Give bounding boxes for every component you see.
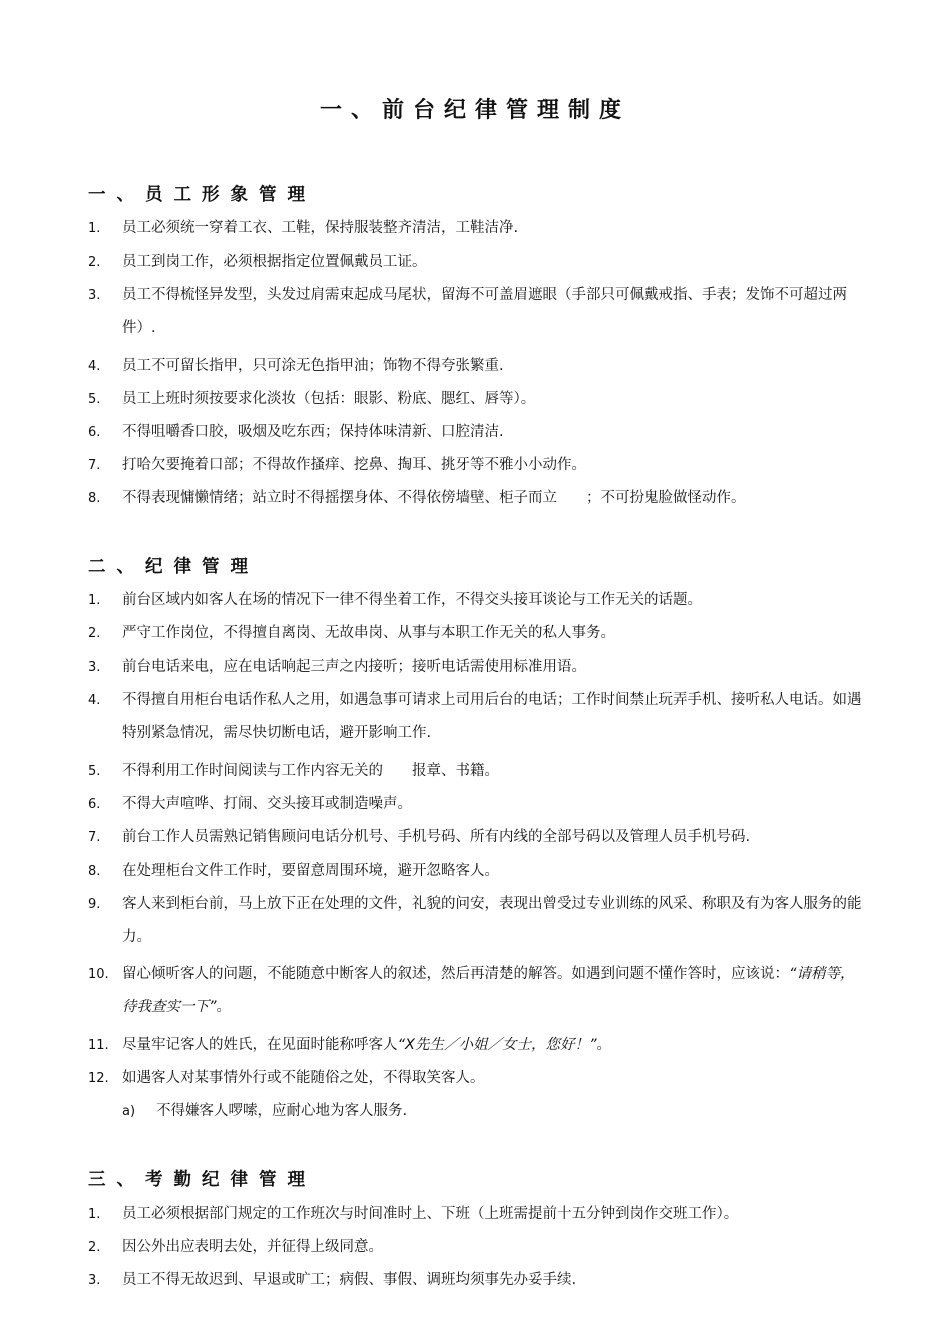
item-text: 不得表现慵懒情绪；站立时不得摇摆身体、不得依傍墙壁、柜子而立 ；不可扮鬼脸做怪动作。 (122, 490, 746, 506)
item-text: 因公外出应表明去处，并征得上级同意。 (122, 1239, 383, 1255)
list-item (88, 888, 878, 954)
list-item (88, 212, 878, 245)
item-number: 1. (88, 593, 101, 608)
item-number: 3. (88, 288, 101, 303)
item-text: 员工上班时须按要求化淡妆（包括：眼影、粉底、腮红、唇等）。 (122, 391, 536, 407)
item-text: 不得擅自用柜台电话作私人之用，如遇急事可请求上司用后台的电话；工作时间禁止玩弄手机、接听私人电话。如遇特别紧急情况，需尽快切断电话，避开影响工作. (122, 692, 862, 741)
item-number: 11. (88, 1038, 109, 1053)
sub-list-item (122, 1095, 862, 1128)
item-text: 打哈欠要掩着口部；不得故作搔痒、挖鼻、掏耳、挑牙等不雅小小动作。 (122, 457, 586, 473)
list-item (88, 755, 878, 788)
list-item (88, 788, 878, 821)
item-text: 前台工作人员需熟记销售顾问电话分机号、手机号码、所有内线的全部号码以及管理人员手机号码. (122, 829, 751, 845)
item-number: 5. (88, 392, 101, 407)
item-number: 1. (88, 1207, 101, 1222)
item-number: 9. (88, 897, 101, 912)
item-number: 8. (88, 864, 101, 879)
item-number: 8. (88, 491, 101, 506)
item-text: 客人来到柜台前，马上放下正在处理的文件，礼貌的问安，表现出曾受过专业训练的风采、称职及有为客人服务的能力。 (122, 896, 862, 945)
item-number: 4. (88, 359, 101, 374)
item-number: 3. (88, 660, 101, 675)
item-text: 员工不可留长指甲，只可涂无色指甲油；饰物不得夸张繁重. (122, 358, 504, 374)
item-text: 员工不得无故迟到、早退或旷工；病假、事假、调班均须事先办妥手续. (122, 1272, 577, 1288)
section-heading-image: 一、员工形象管理 (88, 185, 316, 205)
quoted-phrase: “X先生／小姐／女士，您好！” (397, 1037, 597, 1053)
item-number: 12. (88, 1071, 109, 1086)
item-text: 员工到岗工作，必须根据指定位置佩戴员工证。 (122, 254, 427, 270)
list-item (88, 1062, 878, 1095)
item-number: 2. (88, 626, 101, 641)
item-text: 前台区域内如客人在场的情况下一律不得坐着工作，不得交头接耳谈论与工作无关的话题。 (122, 592, 702, 608)
document-title: 一、前台纪律管理制度 (319, 98, 630, 123)
item-number: 7. (88, 458, 101, 473)
list-item (88, 684, 878, 750)
item-text: 不得大声喧哗、打闹、交头接耳或制造噪声。 (122, 796, 412, 812)
item-text: 员工必须根据部门规定的工作班次与时间准时上、下班（上班需提前十五分钟到岗作交班工作）。 (122, 1206, 739, 1222)
item-number: 3. (88, 1273, 101, 1288)
item-number: 7. (88, 830, 101, 845)
item-number: 1. (88, 221, 101, 236)
list-item (88, 449, 878, 482)
item-number: 6. (88, 797, 101, 812)
section-heading-discipline: 二、纪律管理 (88, 557, 259, 577)
sub-item-text: 不得嫌客人啰嗦，应耐心地为客人服务. (156, 1103, 408, 1119)
item-text (122, 1029, 868, 1062)
quoted-phrase: “请稍等，待我查实一下” (122, 966, 855, 1015)
item-text (122, 958, 868, 1024)
item-text: 不得利用工作时间阅读与工作内容无关的 报章、书籍。 (122, 763, 499, 779)
list-item (88, 958, 878, 1024)
list-item (88, 1264, 878, 1297)
list-item (88, 482, 878, 515)
section-heading-attendance: 三、考勤纪律管理 (88, 1170, 316, 1190)
list-item (88, 584, 878, 617)
list-item (88, 350, 878, 383)
list-item (88, 1231, 878, 1264)
item-number: 2. (88, 1240, 101, 1255)
list-item (88, 855, 878, 888)
item-number: 5. (88, 764, 101, 779)
item-text-tail: 。 (596, 1037, 611, 1053)
item-text-main: 尽量牢记客人的姓氏，在见面时能称呼客人 (122, 1037, 398, 1053)
item-text-tail: 。 (216, 999, 232, 1015)
item-number: 2. (88, 255, 101, 270)
item-text-main: 留心倾听客人的问题，不能随意中断客人的叙述，然后再清楚的解答。如遇到问题不懂作答时，应该说： (122, 966, 789, 982)
list-item (88, 617, 878, 650)
item-text: 严守工作岗位，不得擅自离岗、无故串岗、从事与本职工作无关的私人事务。 (122, 625, 615, 641)
item-text: 不得咀嚼香口胶，吸烟及吃东西；保持体味清新、口腔清洁. (122, 424, 504, 440)
item-text: 在处理柜台文件工作时，要留意周围环境，避开忽略客人。 (122, 863, 499, 879)
item-number: 10. (88, 967, 109, 982)
list-item (88, 383, 878, 416)
sub-item-marker: a) (122, 1104, 136, 1119)
list-item (88, 1198, 878, 1231)
item-text: 员工必须统一穿着工衣、工鞋，保持服装整齐清洁，工鞋洁净. (122, 220, 519, 236)
list-item (88, 821, 878, 854)
list-item (88, 246, 878, 279)
item-number: 4. (88, 693, 101, 708)
list-item (88, 416, 878, 449)
item-text: 如遇客人对某事情外行或不能随俗之处，不得取笑客人。 (122, 1070, 485, 1086)
list-item (88, 279, 878, 345)
item-text: 前台电话来电，应在电话响起三声之内接听；接听电话需使用标准用语。 (122, 659, 586, 675)
list-item (88, 1029, 878, 1062)
item-text: 员工不得梳怪异发型，头发过肩需束起成马尾状，留海不可盖眉遮眼（手部只可佩戴戒指、手表；发饰不可超过两件）. (122, 287, 847, 336)
list-item (88, 651, 878, 684)
item-number: 6. (88, 425, 101, 440)
